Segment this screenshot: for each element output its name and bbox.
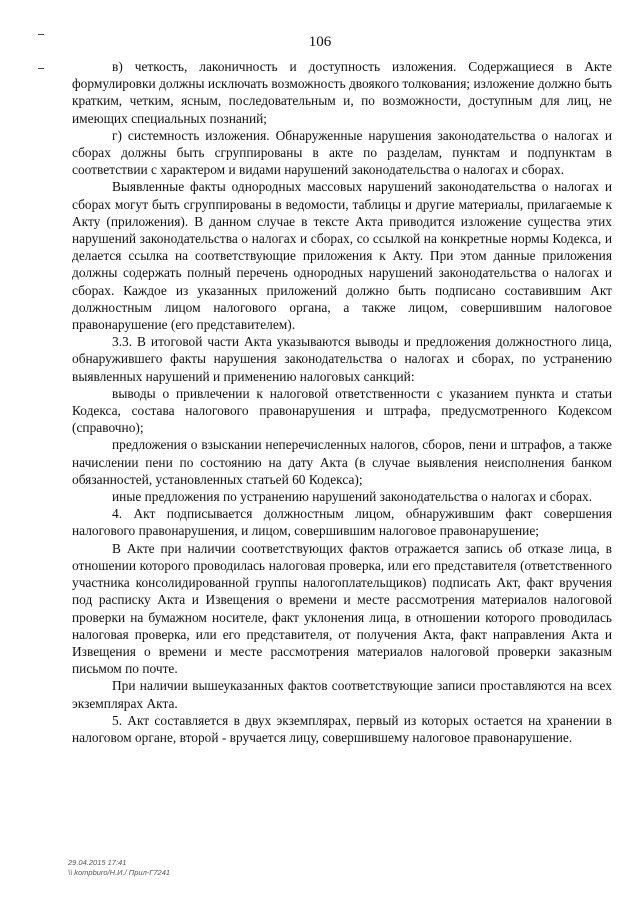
paragraph: 4. Акт подписывается должностным лицом, обнаружившим факт совершения налогового правонарушения, и лицом, совершившим налоговое правонарушение; <box>72 506 612 539</box>
page-number: 106 <box>308 34 332 50</box>
footer-timestamp: 29.04.2015 17:41 <box>68 858 127 867</box>
paragraph: 3.3. В итоговой части Акта указываются выводы и предложения должностного лица, обнаружившего факты нарушения законодательства о налогах и сборах, по устранению выявленных нарушений и применению налоговых санкций: <box>72 334 612 384</box>
paragraph: г) системность изложения. Обнаруженные нарушения законодательства о налогах и сборах должны быть сгруппированы в акте по разделам, пунктам и подпунктам в соответствии с характером и видами нарушений законодательства о налогах и сборах. <box>72 127 612 178</box>
paragraph: Выявленные факты однородных массовых нарушений законодательства о налогах и сборах могут быть сгруппированы в ведомости, таблицы и другие материалы, прилагаемые к Акту (приложения). В данном случае в тексте Акта приводится изложение существа этих нарушений законодательства о налогах и сборах, со ссылкой на конкретные нормы Кодекса, и делается ссылка на соответствующие приложения к Акту. При этом данные приложения должны содержать полный перечень однородных нарушений законодательства о налогах и сборах. Каждое из указанных приложений должно быть подписано составившим Акт должностным лицом налогового органа, а также лицом, совершившим налоговое правонарушение (его представителем). <box>72 179 612 333</box>
print-footer <box>68 858 170 878</box>
paragraph: в) четкость, лаконичность и доступность изложения. Содержащиеся в Акте формулировки должны исключать возможность двоякого толкования; изложение должно быть кратким, четким, ясным, последовательным и, по возможности, доступным для лиц, не имеющих специальных познаний; <box>72 59 612 126</box>
footer-file-path: \\ kompburo/Н.И./ Прил-Г7241 <box>68 868 171 877</box>
paragraph: 5. Акт составляется в двух экземплярах, первый из которых остается на хранении в налоговом органе, второй - вручается лицу, совершившему налоговое правонарушение. <box>72 712 612 745</box>
margin-mark <box>38 68 44 69</box>
paragraph: выводы о привлечении к налоговой ответственности с указанием пункта и статьи Кодекса, состава налогового правонарушения и штрафа, предусмотренного Кодексом (справочно); <box>72 385 612 436</box>
paragraph: предложения о взыскании неперечисленных налогов, сборов, пени и штрафов, а также начислении пени по состоянию на дату Акта (в случае выявления неисполнения банком обязанностей, установленных статьей 60 Кодекса); <box>72 437 612 487</box>
paragraph: иные предложения по устранению нарушений законодательства о налогах и сборах. <box>112 489 593 505</box>
paragraph: В Акте при наличии соответствующих фактов отражается запись об отказе лица, в отношении которого проводилась налоговая проверка, или его представителя (ответственного участника консолидированной группы налогоплательщиков) подписать Акт, факт вручения под расписку Акта и Извещения о времени и месте рассмотрения материалов налоговой проверки на бумажном носителе, факт уклонения лица, в отношении которого проводилась налоговая проверка, или его представителя, от получения Акта, факт направления Акта и Извещения о времени и месте рассмотрения материалов налоговой проверки заказным письмом по почте. <box>72 540 612 677</box>
document-body <box>72 58 612 746</box>
paragraph: При наличии вышеуказанных фактов соответствующие записи проставляются на всех экземплярах Акта. <box>72 678 612 711</box>
